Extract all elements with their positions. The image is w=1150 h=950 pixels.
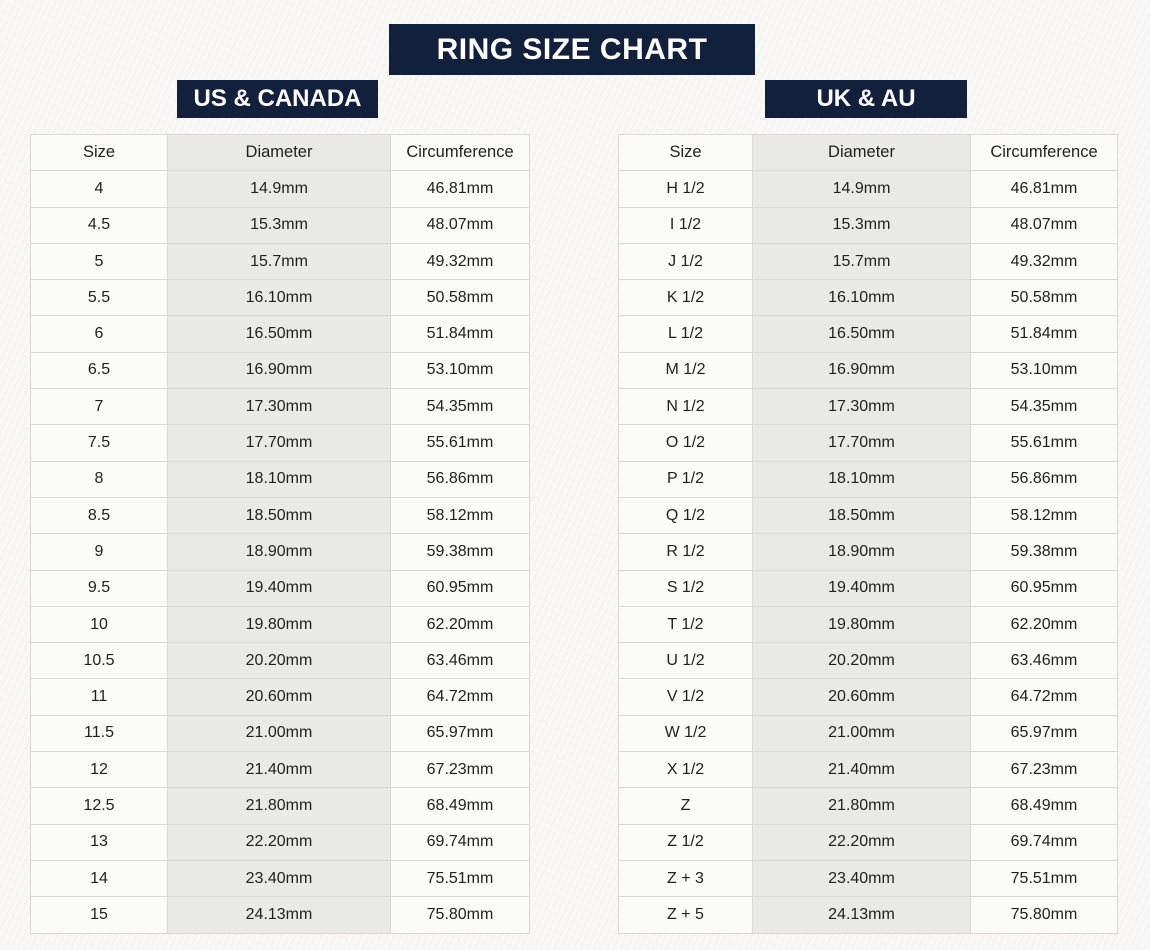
size-cell: X 1/2 [619,752,753,788]
size-cell: N 1/2 [619,389,753,425]
diameter-cell: 16.90mm [168,352,391,388]
table-row [31,752,530,788]
table-row [31,352,530,388]
table-row [31,606,530,642]
circumference-cell: 69.74mm [971,824,1118,860]
circumference-cell: 62.20mm [971,606,1118,642]
table-row [619,643,1118,679]
size-cell: Z + 5 [619,897,753,933]
column-header-diameter: Diameter [753,135,971,171]
size-cell: 10.5 [31,643,168,679]
size-cell: I 1/2 [619,207,753,243]
circumference-cell: 64.72mm [971,679,1118,715]
diameter-cell: 20.20mm [168,643,391,679]
circumference-cell: 60.95mm [971,570,1118,606]
diameter-cell: 18.90mm [168,534,391,570]
us-canada-size-table [30,134,530,934]
page-title: RING SIZE CHART [389,24,755,75]
table-row [619,497,1118,533]
uk-au-size-table [618,134,1118,934]
size-cell: W 1/2 [619,715,753,751]
circumference-cell: 75.80mm [391,897,530,933]
circumference-cell: 48.07mm [971,207,1118,243]
diameter-cell: 17.30mm [753,389,971,425]
size-cell: Z [619,788,753,824]
header-row [31,135,530,171]
table-row [31,715,530,751]
diameter-cell: 15.3mm [753,207,971,243]
diameter-cell: 15.7mm [168,243,391,279]
table-row [31,280,530,316]
size-cell: Q 1/2 [619,497,753,533]
diameter-cell: 21.40mm [753,752,971,788]
table-row [31,788,530,824]
size-cell: 13 [31,824,168,860]
size-cell: 5.5 [31,280,168,316]
diameter-cell: 19.40mm [168,570,391,606]
table-row [31,534,530,570]
table-row [619,243,1118,279]
circumference-cell: 60.95mm [391,570,530,606]
circumference-cell: 63.46mm [391,643,530,679]
diameter-cell: 21.80mm [753,788,971,824]
circumference-cell: 51.84mm [391,316,530,352]
column-header-diameter: Diameter [168,135,391,171]
circumference-cell: 46.81mm [971,171,1118,207]
diameter-cell: 15.7mm [753,243,971,279]
table-row [619,788,1118,824]
circumference-cell: 49.32mm [971,243,1118,279]
circumference-cell: 55.61mm [971,425,1118,461]
size-cell: 11 [31,679,168,715]
circumference-cell: 51.84mm [971,316,1118,352]
circumference-cell: 53.10mm [971,352,1118,388]
table-row [619,461,1118,497]
table-row [619,425,1118,461]
size-cell: O 1/2 [619,425,753,461]
diameter-cell: 18.10mm [753,461,971,497]
table-row [31,643,530,679]
size-cell: 10 [31,606,168,642]
table-row [619,824,1118,860]
table-row [31,207,530,243]
table-row [619,715,1118,751]
size-cell: 5 [31,243,168,279]
circumference-cell: 58.12mm [391,497,530,533]
diameter-cell: 15.3mm [168,207,391,243]
table-row [619,860,1118,896]
table-row [31,425,530,461]
size-cell: 15 [31,897,168,933]
circumference-cell: 67.23mm [391,752,530,788]
circumference-cell: 64.72mm [391,679,530,715]
circumference-cell: 59.38mm [391,534,530,570]
size-cell: 8 [31,461,168,497]
size-cell: 9 [31,534,168,570]
diameter-cell: 24.13mm [753,897,971,933]
size-cell: 6 [31,316,168,352]
circumference-cell: 65.97mm [391,715,530,751]
diameter-cell: 14.9mm [753,171,971,207]
circumference-cell: 56.86mm [391,461,530,497]
size-cell: Z + 3 [619,860,753,896]
size-cell: 14 [31,860,168,896]
circumference-cell: 54.35mm [391,389,530,425]
size-cell: S 1/2 [619,570,753,606]
circumference-cell: 68.49mm [391,788,530,824]
diameter-cell: 17.30mm [168,389,391,425]
circumference-cell: 54.35mm [971,389,1118,425]
size-cell: 4.5 [31,207,168,243]
diameter-cell: 18.10mm [168,461,391,497]
table-row [31,824,530,860]
size-cell: J 1/2 [619,243,753,279]
diameter-cell: 23.40mm [753,860,971,896]
table-row [619,606,1118,642]
diameter-cell: 19.80mm [168,606,391,642]
column-header-circumference: Circumference [971,135,1118,171]
table-row [31,461,530,497]
table-row [619,897,1118,933]
diameter-cell: 14.9mm [168,171,391,207]
diameter-cell: 17.70mm [753,425,971,461]
circumference-cell: 59.38mm [971,534,1118,570]
table-row [619,352,1118,388]
circumference-cell: 58.12mm [971,497,1118,533]
size-cell: T 1/2 [619,606,753,642]
diameter-cell: 23.40mm [168,860,391,896]
diameter-cell: 22.20mm [168,824,391,860]
size-cell: 7.5 [31,425,168,461]
header-row [619,135,1118,171]
diameter-cell: 16.50mm [168,316,391,352]
diameter-cell: 18.90mm [753,534,971,570]
circumference-cell: 56.86mm [971,461,1118,497]
diameter-cell: 16.10mm [753,280,971,316]
column-header-size: Size [619,135,753,171]
table-row [619,316,1118,352]
table-row [31,243,530,279]
uk-au-section-header: UK & AU [765,80,967,118]
circumference-cell: 63.46mm [971,643,1118,679]
table-row [31,570,530,606]
table-row [619,207,1118,243]
circumference-cell: 69.74mm [391,824,530,860]
circumference-cell: 50.58mm [971,280,1118,316]
size-cell: Z 1/2 [619,824,753,860]
table-row [31,679,530,715]
size-cell: 12.5 [31,788,168,824]
table-row [619,752,1118,788]
table-row [619,280,1118,316]
size-cell: 12 [31,752,168,788]
circumference-cell: 65.97mm [971,715,1118,751]
table-row [619,570,1118,606]
circumference-cell: 53.10mm [391,352,530,388]
table-row [619,389,1118,425]
diameter-cell: 21.40mm [168,752,391,788]
diameter-cell: 20.60mm [753,679,971,715]
table-row [31,860,530,896]
table-row [619,679,1118,715]
diameter-cell: 21.00mm [168,715,391,751]
table-row [31,316,530,352]
table-row [31,897,530,933]
diameter-cell: 16.50mm [753,316,971,352]
diameter-cell: 16.10mm [168,280,391,316]
column-header-circumference: Circumference [391,135,530,171]
size-cell: 6.5 [31,352,168,388]
circumference-cell: 75.51mm [971,860,1118,896]
diameter-cell: 22.20mm [753,824,971,860]
diameter-cell: 20.60mm [168,679,391,715]
circumference-cell: 50.58mm [391,280,530,316]
circumference-cell: 68.49mm [971,788,1118,824]
circumference-cell: 67.23mm [971,752,1118,788]
circumference-cell: 75.80mm [971,897,1118,933]
size-cell: U 1/2 [619,643,753,679]
table-row [619,171,1118,207]
size-cell: R 1/2 [619,534,753,570]
diameter-cell: 17.70mm [168,425,391,461]
size-cell: H 1/2 [619,171,753,207]
circumference-cell: 48.07mm [391,207,530,243]
table-row [31,497,530,533]
diameter-cell: 21.00mm [753,715,971,751]
diameter-cell: 18.50mm [753,497,971,533]
diameter-cell: 20.20mm [753,643,971,679]
table-row [31,171,530,207]
circumference-cell: 55.61mm [391,425,530,461]
circumference-cell: 49.32mm [391,243,530,279]
table-row [31,389,530,425]
size-cell: M 1/2 [619,352,753,388]
size-cell: 7 [31,389,168,425]
size-cell: 11.5 [31,715,168,751]
column-header-size: Size [31,135,168,171]
diameter-cell: 19.80mm [753,606,971,642]
diameter-cell: 21.80mm [168,788,391,824]
diameter-cell: 18.50mm [168,497,391,533]
table-row [619,534,1118,570]
size-cell: V 1/2 [619,679,753,715]
circumference-cell: 75.51mm [391,860,530,896]
circumference-cell: 62.20mm [391,606,530,642]
size-cell: 9.5 [31,570,168,606]
size-cell: K 1/2 [619,280,753,316]
diameter-cell: 24.13mm [168,897,391,933]
diameter-cell: 16.90mm [753,352,971,388]
diameter-cell: 19.40mm [753,570,971,606]
circumference-cell: 46.81mm [391,171,530,207]
size-cell: 8.5 [31,497,168,533]
us-canada-section-header: US & CANADA [177,80,378,118]
size-cell: 4 [31,171,168,207]
size-cell: P 1/2 [619,461,753,497]
size-cell: L 1/2 [619,316,753,352]
